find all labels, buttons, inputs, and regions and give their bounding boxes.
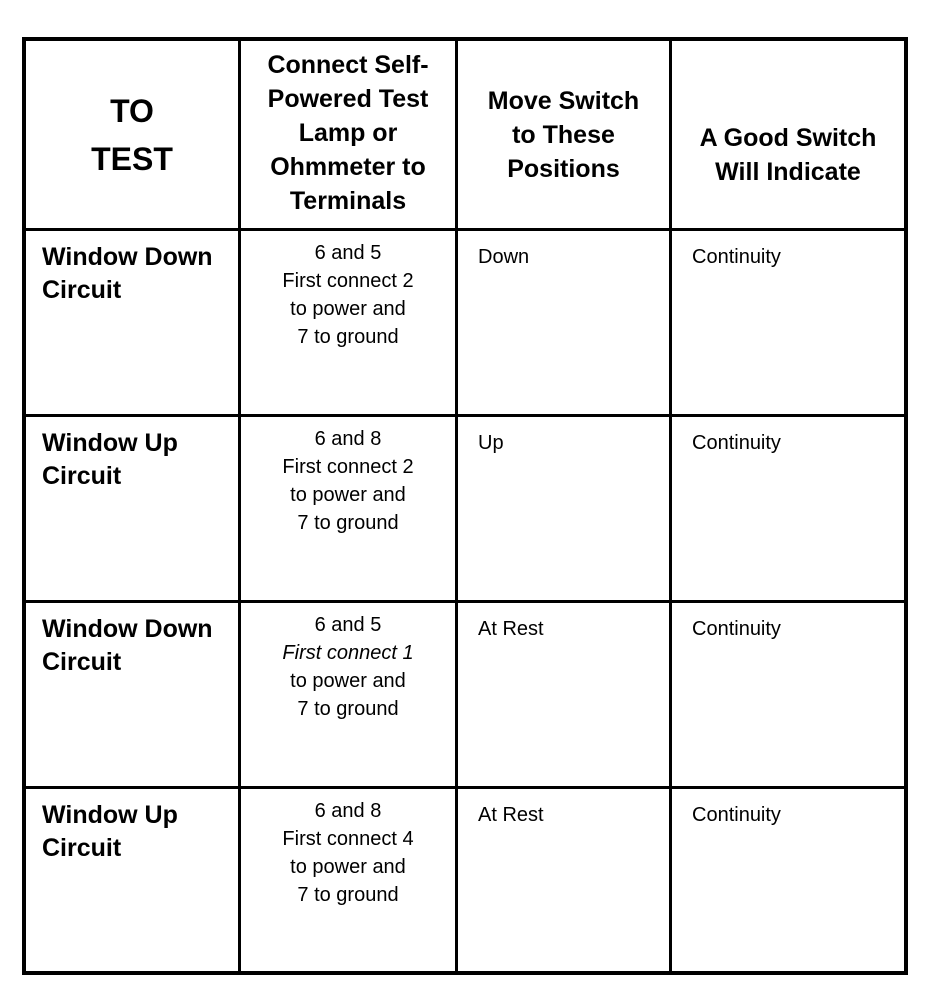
terminal-line: 7 to ground (297, 326, 399, 348)
terminal-line: 7 to ground (297, 884, 399, 906)
row-4-test-label (26, 789, 238, 971)
header-line: Positions (507, 154, 620, 183)
test-label-line: Window Down (42, 243, 213, 271)
header-line: TO (110, 92, 154, 129)
terminal-line: First connect 2 (282, 270, 414, 292)
header-move-switch (458, 41, 669, 228)
row-1-indication: Continuity (692, 246, 781, 268)
header-line: A Good Switch (699, 123, 877, 152)
terminal-line: 6 and 5 (314, 614, 382, 636)
test-label-line: Circuit (42, 834, 122, 862)
terminal-line: First connect 4 (282, 828, 414, 850)
header-line: Terminals (289, 186, 407, 215)
terminal-line: First connect 2 (282, 456, 414, 478)
row-2-test-label (26, 417, 238, 600)
test-label-line: Window Down (42, 615, 213, 643)
switch-test-table (22, 37, 908, 975)
header-line: TEST (91, 140, 173, 177)
row-3-indication: Continuity (692, 618, 781, 640)
test-label-line: Window Up (42, 801, 178, 829)
row-3-terminals (241, 603, 455, 786)
header-line: Lamp or (298, 118, 398, 147)
row-4-indication: Continuity (692, 804, 781, 826)
terminal-line: 6 and 5 (314, 242, 382, 264)
row-1-position: Down (478, 246, 530, 268)
row-3-position: At Rest (478, 618, 544, 640)
terminal-line: 7 to ground (297, 512, 399, 534)
header-line: Ohmmeter to (270, 152, 426, 181)
row-2-terminals (241, 417, 455, 600)
test-label-line: Circuit (42, 648, 122, 676)
terminal-line: to power and (290, 856, 406, 878)
header-line: Connect Self- (267, 50, 429, 79)
header-good-switch (672, 41, 904, 228)
row-1-test-label (26, 231, 238, 414)
test-label-line: Circuit (42, 276, 122, 304)
header-line: Powered Test (267, 84, 429, 113)
test-label-line: Circuit (42, 462, 122, 490)
terminal-line: to power and (290, 298, 406, 320)
row-2-indication: Continuity (692, 432, 781, 454)
terminal-line: 7 to ground (297, 698, 399, 720)
terminal-line: to power and (290, 670, 406, 692)
terminal-line: First connect 1 (282, 642, 414, 664)
header-line: Will Indicate (715, 157, 861, 186)
header-line: to These (512, 120, 615, 149)
terminal-line: 6 and 8 (314, 800, 382, 822)
row-3-test-label (26, 603, 238, 786)
row-4-position: At Rest (478, 804, 544, 826)
header-line: Move Switch (487, 86, 640, 115)
terminal-line: to power and (290, 484, 406, 506)
test-label-line: Window Up (42, 429, 178, 457)
terminal-line: 6 and 8 (314, 428, 382, 450)
row-2-position: Up (478, 432, 504, 454)
row-1-terminals (241, 231, 455, 414)
header-connect-terminals (241, 41, 455, 228)
header-to-test (26, 41, 238, 228)
row-4-terminals (241, 789, 455, 971)
